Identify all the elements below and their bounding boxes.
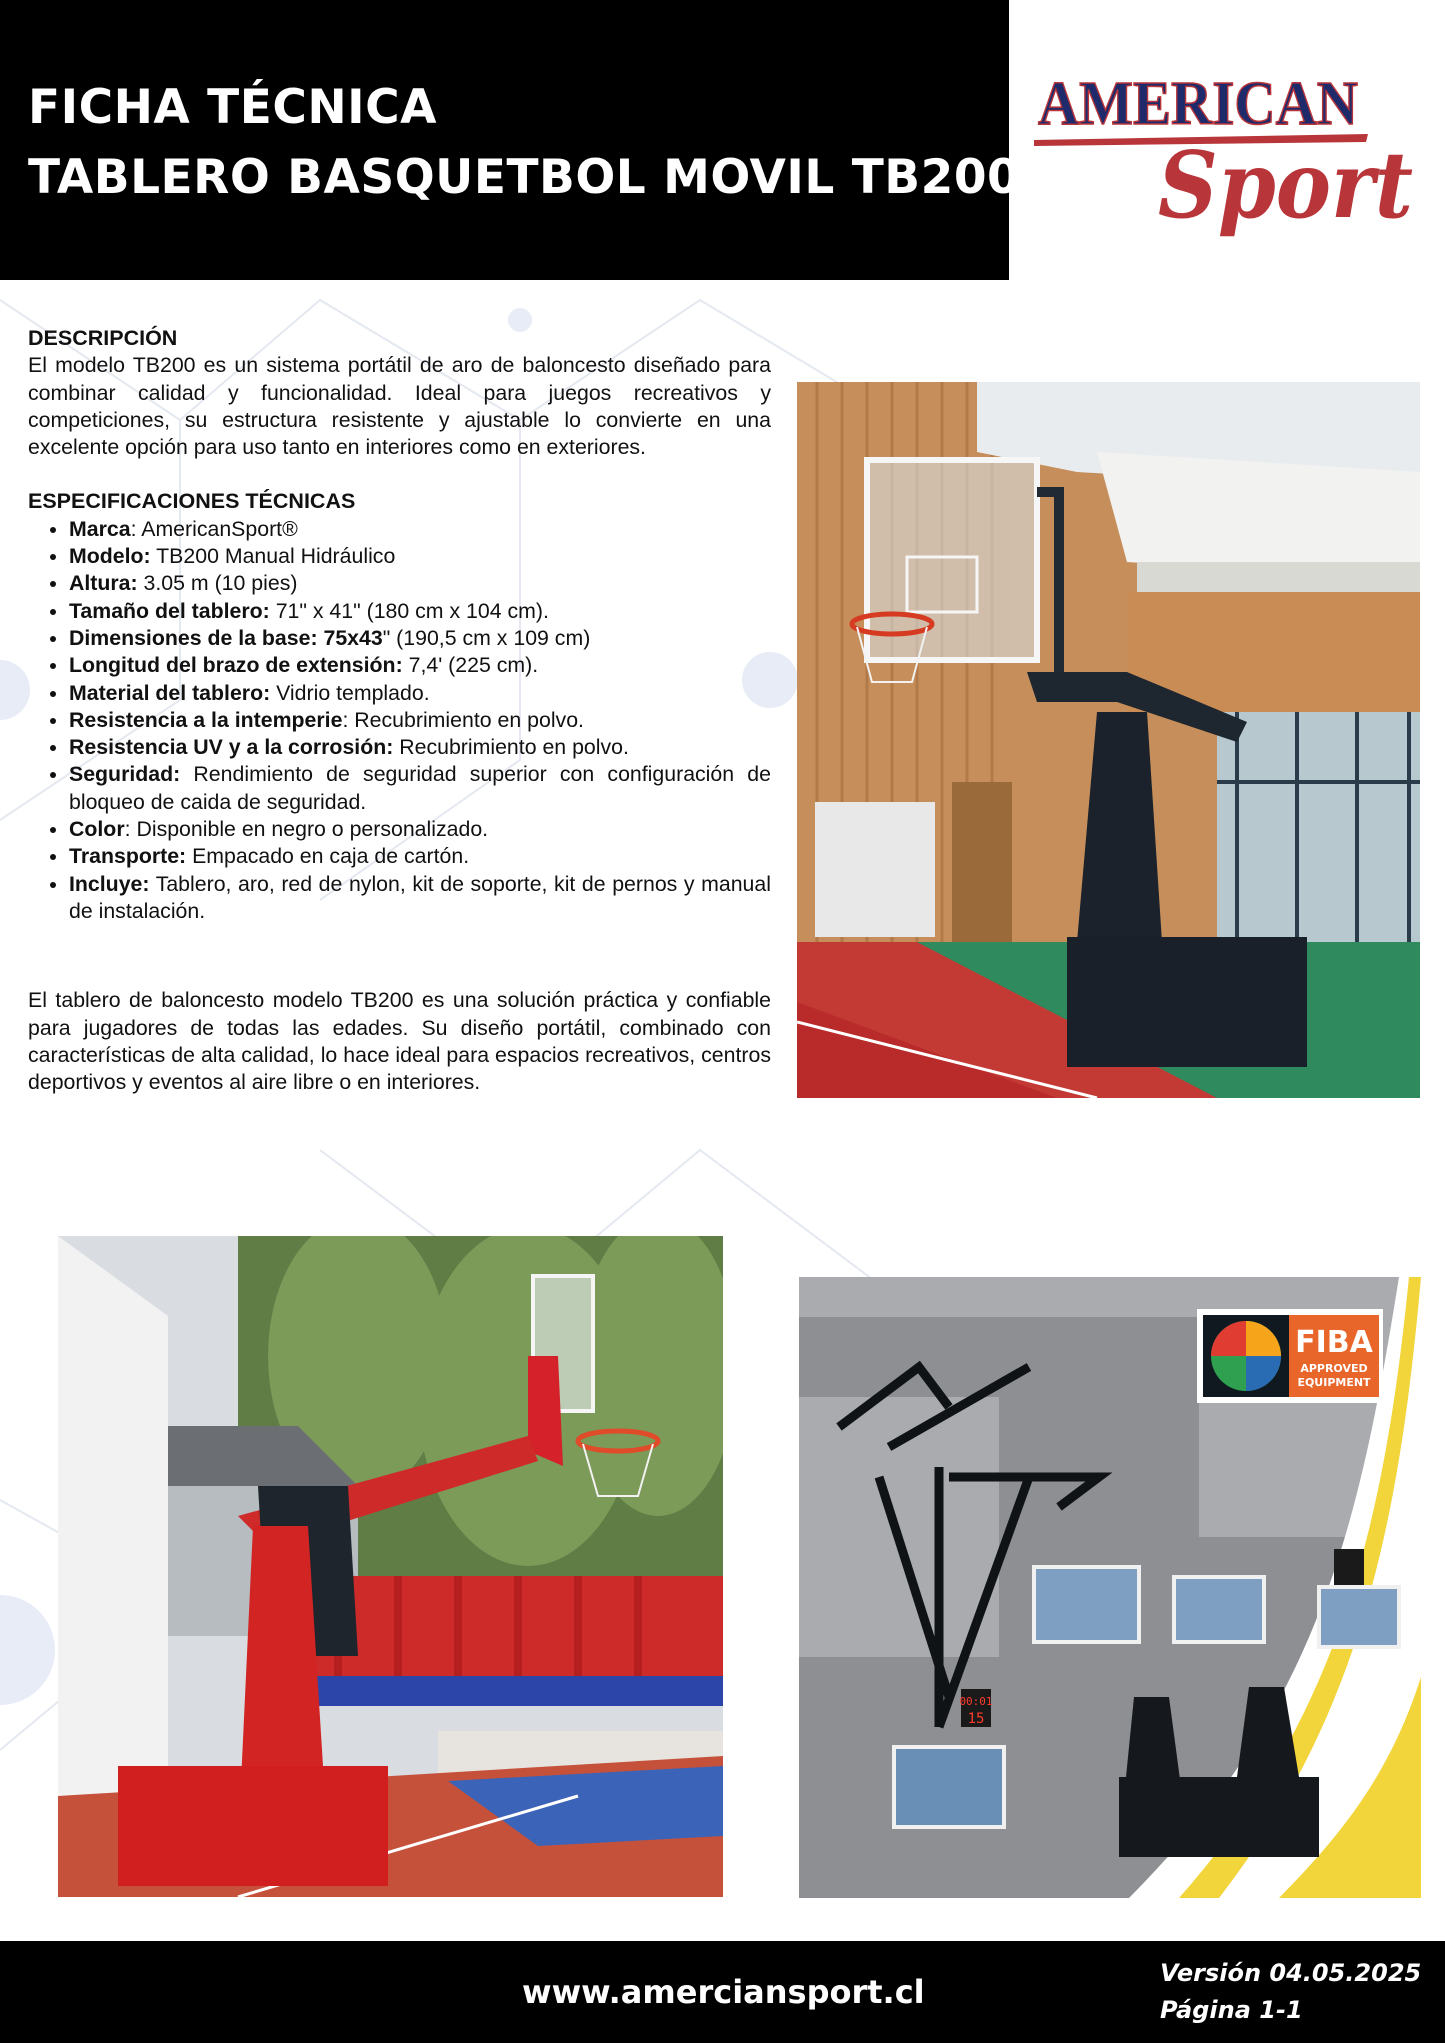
header-band <box>0 0 1021 280</box>
product-lineup-fiba <box>799 1277 1421 1898</box>
spec-item-board-size: • Tamaño del tablero: 71" x 41" (180 cm x 104 cm). <box>69 598 771 625</box>
logo-word-sport: Sport <box>1158 131 1413 239</box>
page-number: Página 1-1 <box>1160 1996 1303 2024</box>
spec-item-uv-resistance: • Resistencia UV y a la corrosión: Recubrimiento en polvo. <box>69 734 771 761</box>
spec-item-color: • Color: Disponible en negro o personalizado. <box>69 816 771 843</box>
specs-list <box>28 516 771 925</box>
logo-word-american: AMERICAN <box>1038 70 1358 138</box>
spec-item-safety: • Seguridad: Rendimiento de seguridad superior con configuración de bloqueo de caida de seguridad. <box>69 761 771 816</box>
footer-band <box>0 1941 1445 2043</box>
website-url: www.amerciansport.cl <box>522 1973 925 2011</box>
spec-item-model: • Modelo: TB200 Manual Hidráulico <box>69 543 771 570</box>
summary-text: El tablero de baloncesto modelo TB200 es una solución práctica y confiable para jugadores de todas las edades. Su diseño portátil, combinado con características de alta calidad, lo hace ideal para espacios recreativos, centros deportivos y eventos al aire libre o en interiores. <box>28 988 771 1095</box>
spec-item-arm-length: • Longitud del brazo de extensión: 7,4' (225 cm). <box>69 652 771 679</box>
spec-item-height: • Altura: 3.05 m (10 pies) <box>69 570 771 597</box>
specs-title: ESPECIFICACIONES TÉCNICAS <box>28 489 356 514</box>
spec-item-brand: • Marca: AmericanSport® <box>69 516 771 543</box>
fiba-badge-org: FIBA <box>1295 1325 1373 1360</box>
description-text: El modelo TB200 es un sistema portátil de aro de baloncesto diseñado para combinar calidad y funcionalidad. Ideal para juegos recreativos y competiciones, su estructura resistente y ajustable lo convierte en una excelente opción para uso tanto en interiores como en exteriores. <box>28 353 771 460</box>
scoreboard-bottom: 15 <box>967 1711 985 1727</box>
scoreboard-top: 00:01 <box>959 1695 993 1708</box>
spec-item-board-material: • Material del tablero: Vidrio templado. <box>69 680 771 707</box>
version-label: Versión 04.05.2025 <box>1160 1959 1422 1987</box>
description-title: DESCRIPCIÓN <box>28 326 178 350</box>
header-title-line2: TABLERO BASQUETBOL MOVIL TB200 <box>28 150 1021 205</box>
product-photo-indoor <box>797 382 1420 1098</box>
product-photo-outdoor-red <box>58 1236 723 1897</box>
main-text-column <box>28 325 771 1096</box>
header-title-line1: FICHA TÉCNICA <box>28 80 438 135</box>
spec-item-includes: • Incluye: Tablero, aro, red de nylon, kit de soporte, kit de pernos y manual de instalación. <box>69 871 771 926</box>
spec-item-base-dimensions: • Dimensiones de la base: 75x43" (190,5 cm x 109 cm) <box>69 625 771 652</box>
fiba-badge-line2: EQUIPMENT <box>1297 1376 1371 1389</box>
spec-item-transport: • Transporte: Empacado en caja de cartón. <box>69 843 771 870</box>
spec-item-weather-resistance: • Resistencia a la intemperie: Recubrimiento en polvo. <box>69 707 771 734</box>
fiba-badge-line1: APPROVED <box>1300 1362 1368 1375</box>
american-sport-logo <box>1028 62 1428 247</box>
